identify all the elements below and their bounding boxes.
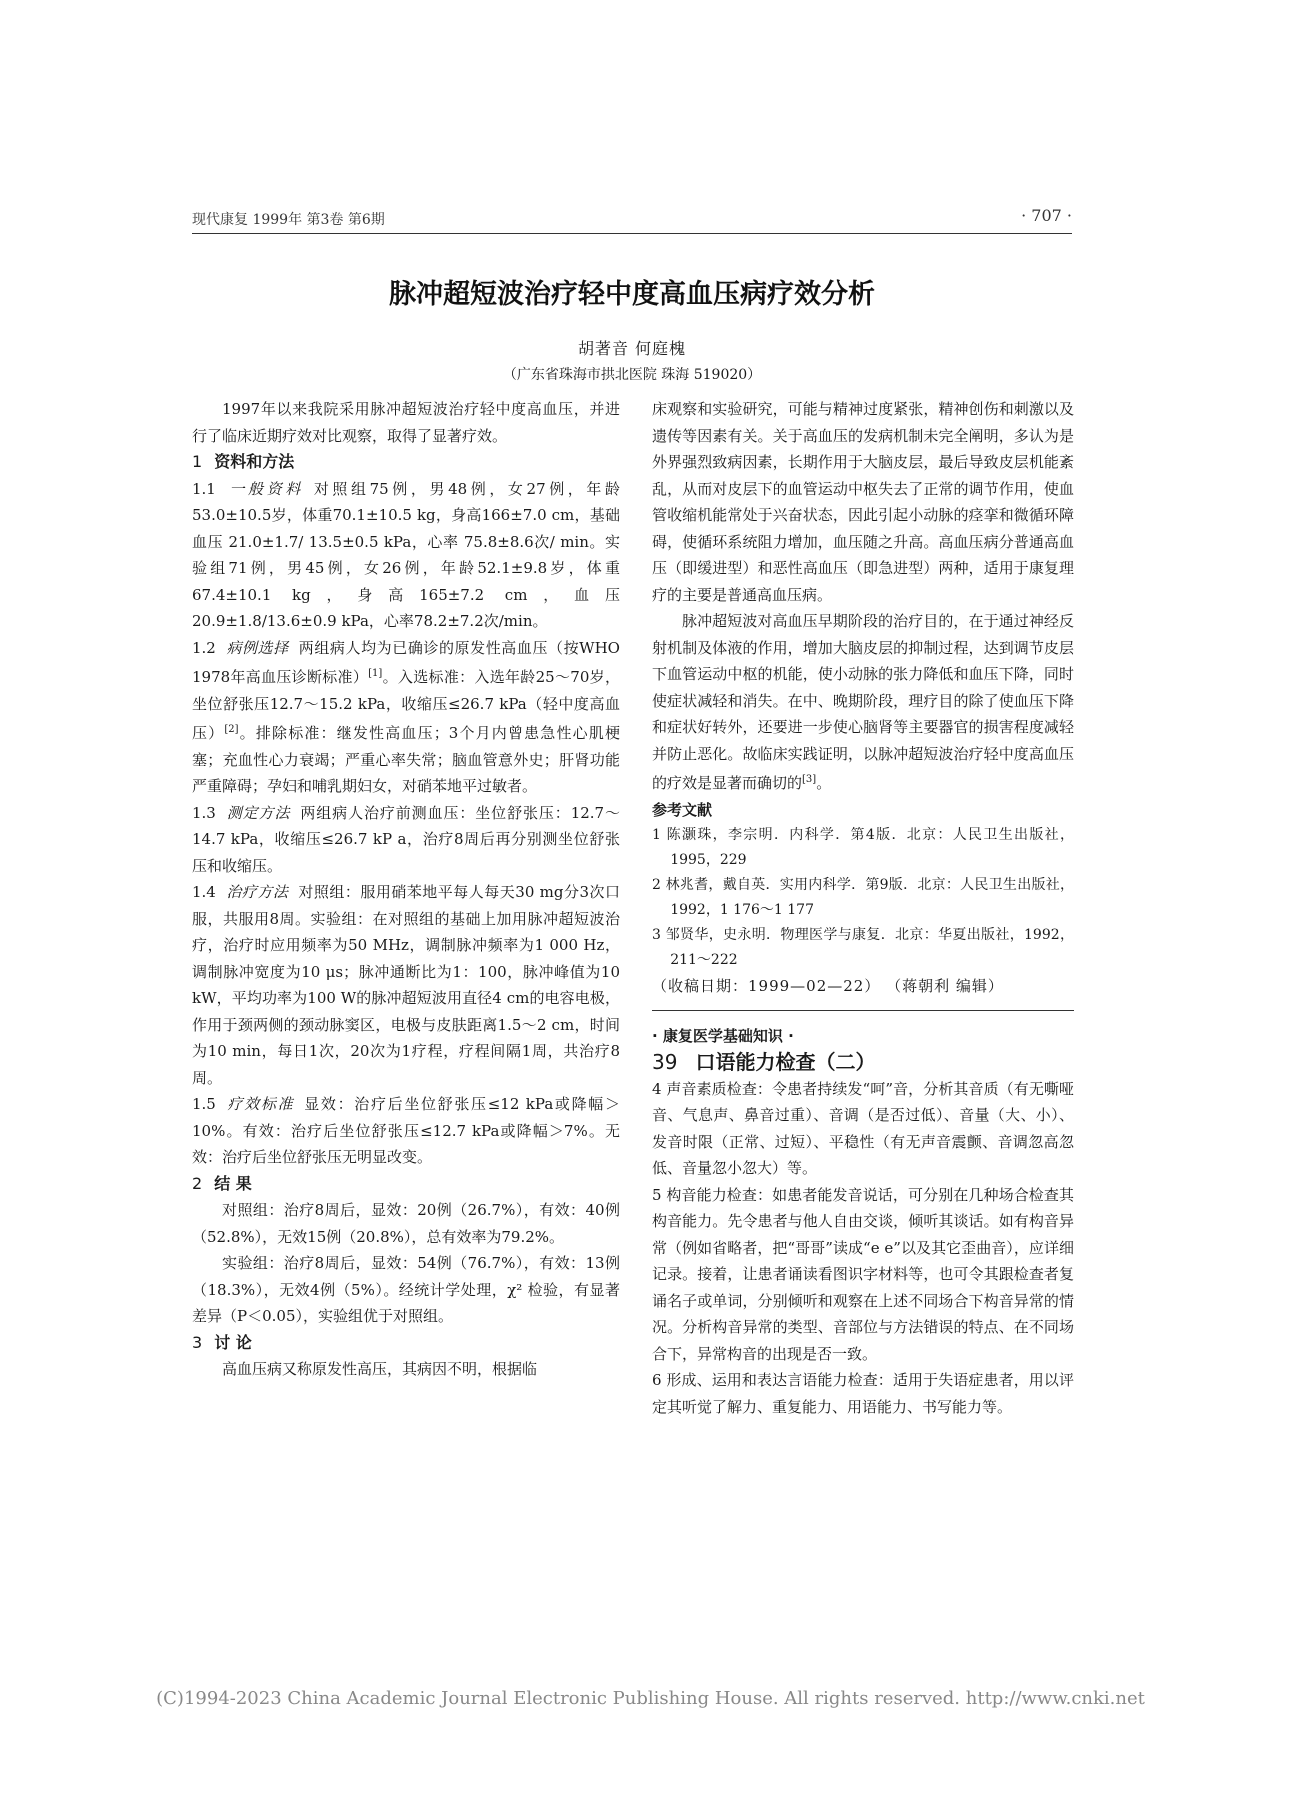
- discussion-paragraph: 床观察和实验研究，可能与精神过度紧张，精神创伤和刺激以及遗传等因素有关。关于高血压的发病机制未完全阐明，多认为是外界强烈致病因素，长期作用于大脑皮层，最后导致皮层机能紊乱，从而对皮层下的血管运动中枢失去了正常的调节作用，使血管收缩机能常处于兴奋状态，因此引起小动脉的痉挛和微循环障碍，使循环系统阻力增加，血压随之升高。高血压病分普通高血压（即缓进型）和恶性高血压（即急进型）两种，适用于康复理疗的主要是普通高血压病。: [652, 400, 1074, 604]
- header-rule: [192, 233, 1072, 234]
- subsection-1-3: 1.3 测定方法 两组病人治疗前测血压：坐位舒张压：12.7～14.7 kPa，收缩压≤26.7 kP a，治疗8周后再分别测坐位舒张压和收缩压。: [192, 803, 620, 875]
- results-paragraph: 实验组：治疗8周后，显效：54例（76.7%），有效：13例（18.3%），无效4例（5%）。经统计学处理，χ² 检验，有显著差异（P＜0.05），实验组优于对照组。: [192, 1254, 620, 1325]
- section-heading: 1 资料和方法: [192, 452, 295, 471]
- discussion-paragraph: 高血压病又称原发性高压，其病因不明，根据临: [222, 1360, 538, 1378]
- discussion-paragraph: 脉冲超短波对高血压早期阶段的治疗目的，在于通过神经反射机制及体液的作用，增加大脑皮层的抑制过程，达到调节皮层下血管运动中枢的机能，使小动脉的张力降低和血压下降，同时使症状减轻和消失。在中、晚期阶段，理疗目的除了使血压下降和症状好转外，还要进一步使心脑肾等主要器官的损害程度减轻并防止恶化。故临床实践证明，以脉冲超短波治疗轻中度高血压的疗效是显著而确切的[3]。: [652, 612, 1074, 792]
- reference-item: 1 陈灏珠，李宗明．内科学．第4版．北京：人民卫生出版社，1995，229: [652, 827, 1074, 868]
- section-heading: 3 讨 论: [192, 1332, 252, 1352]
- affiliation: （广东省珠海市拱北医院 珠海 519020）: [502, 367, 762, 383]
- subsection-1-5: 1.5 疗效标准 显效：治疗后坐位舒张压≤12 kPa或降幅＞10%。有效：治疗后坐位舒张压≤12.7 kPa或降幅＞7%。无效：治疗后坐位舒张压无明显改变。: [192, 1095, 620, 1166]
- results-paragraph: 对照组：治疗8周后，显效：20例（26.7%），有效：40例（52.8%），无效15例（20.8%），总有效率为79.2%。: [192, 1201, 620, 1246]
- received-date: （收稿日期：1999—02—22） （蒋朝利 编辑）: [652, 977, 1004, 995]
- citation: [3]: [802, 774, 817, 785]
- knowledge-item: 6 形成、运用和表达言语能力检查：适用于失语症患者，用以评定其听觉了解力、重复能力、用语能力、书写能力等。: [652, 1371, 1074, 1416]
- copyright-footer: (C)1994-2023 China Academic Journal Electronic Publishing House. All rights reserved. http://www.cnki.net: [156, 1688, 1145, 1709]
- section-divider: [652, 1010, 1074, 1011]
- journal-info: 现代康复 1999年 第3卷 第6期: [192, 212, 385, 228]
- subsection-1-2: 1.2 病例选择 两组病人均为已确诊的原发性高血压（按WHO 1978年高血压诊断标准）[1]。入选标准：入选年龄25～70岁，坐位舒张压12.7～15.2 kPa，收缩压≤26.7 kPa（轻中度高血压）[2]。排除标准：继发性高血压；3个月内曾患急性心肌梗塞；充血性心力衰竭；严重心率失常；脑血管意外史；肝肾功能严重障碍；孕妇和哺乳期妇女，对硝苯地平过敏者。: [192, 638, 620, 795]
- right-column: [652, 396, 1074, 1420]
- citation: [2]: [224, 724, 239, 735]
- knowledge-item: 5 构音能力检查：如患者能发音说话，可分别在几种场合检查其构音能力。先令患者与他人自由交谈，倾听其谈话。如有构音异常（例如省略者，把“哥哥”读成“e e”以及其它歪曲音），应详细记录。接着，让患者诵读看图识字材料等，也可令其跟检查者复诵名子或单词，分别倾听和观察在上述不同场合下构音异常的情况。分析构音异常的类型、音部位与方法错误的特点、在不同场合下，异常构音的出现是否一致。: [652, 1185, 1074, 1363]
- article-title: 脉冲超短波治疗轻中度高血压病疗效分析: [389, 279, 875, 310]
- subsection-1-1: 1.1 一般资料 对照组75例，男48例，女27例，年龄53.0±10.5岁，体重70.1±10.5 kg，身高166±7.0 cm，基础血压 21.0±1.7/ 13.5±0.5 kPa，心率 75.8±8.6次/ min。实验组71例，男45例，女26例，年龄52.1±9.8岁，体重67.4±10.1 kg，身高165±7.2 cm，血压20.9±1.8/13.6±0.9 kPa，心率78.2±7.2次/min。: [192, 479, 620, 630]
- reference-item: 2 林兆耆，戴自英．实用内科学．第9版．北京：人民卫生出版社，1992，1 176～1 177: [652, 877, 1074, 918]
- section-heading: 2 结 果: [192, 1173, 252, 1193]
- knowledge-item: 4 声音素质检查：令患者持续发“呵”音，分析其音质（有无嘶哑音、气息声、鼻音过重）、音调（是否过低）、音量（大、小）、发音时限（正常、过短）、平稳性（有无声音震颤、音调忽高忽低、音量忽小忽大）等。: [652, 1079, 1074, 1177]
- column-label: · 康复医学基础知识 ·: [652, 1026, 794, 1045]
- left-column: [192, 396, 620, 1383]
- reference-item: 3 邹贤华，史永明．物理医学与康复．北京：华夏出版社，1992，211～222: [652, 927, 1074, 968]
- citation: [1]: [368, 668, 383, 679]
- knowledge-title: 39 口语能力检查（二）: [652, 1050, 876, 1074]
- subsection-1-4: 1.4 治疗方法 对照组：服用硝苯地平每人每天30 mg分3次口服，共服用8周。实验组：在对照组的基础上加用脉冲超短波治疗，治疗时应用频率为50 MHz，调制脉冲频率为1 000 Hz，调制脉冲宽度为10 μs；脉冲通断比为1：100，脉冲峰值为10 kW，平均功率为100 W的脉冲超短波用直径4 cm的电容电极，作用于颈两侧的颈动脉窦区，电极与皮肤距离1.5～2 cm，时间为10 min，每日1次，20次为1疗程，疗程间隔1周，共治疗8周。: [192, 883, 620, 1087]
- page-number: · 707 ·: [1021, 206, 1072, 225]
- intro-paragraph: 1997年以来我院采用脉冲超短波治疗轻中度高血压，并进行了临床近期疗效对比观察，取得了显著疗效。: [192, 400, 620, 445]
- authors: 胡著音 何庭槐: [577, 339, 687, 358]
- references-heading: 参考文献: [652, 800, 713, 819]
